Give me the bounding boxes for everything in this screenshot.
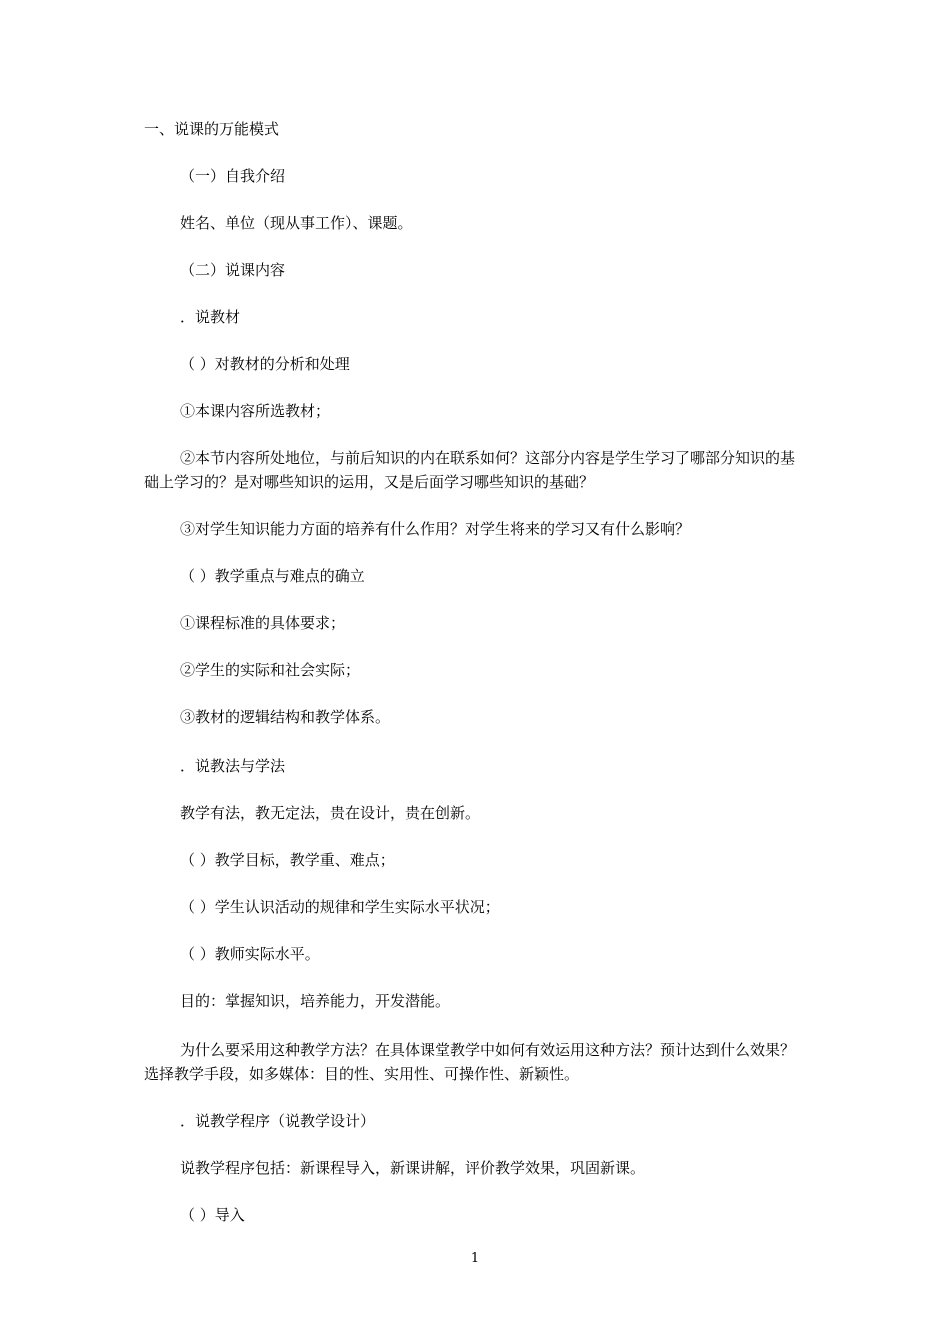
paragraph-goals: （ ）教学目标，教学重、难点； [180,851,395,869]
subitem-key-points: （ ）教学重点与难点的确立 [180,567,365,585]
paragraph-selected-textbook: ①本课内容所选教材； [180,402,331,420]
paragraph-purpose: 目的：掌握知识，培养能力，开发潜能。 [180,992,451,1010]
paragraph-curriculum: ①课程标准的具体要求； [180,614,346,632]
paragraph-procedure-intro: 说教学程序包括：新课程导入，新课讲解，评价教学效果，巩固新课。 [180,1159,646,1177]
item-title-procedure: ．说教学程序（说教学设计） [180,1112,376,1130]
paragraph-why-method: 为什么要采用这种教学方法？在具体课堂教学中如何有效运用这种方法？预计达到什么效果？选择教学手段，如多媒体：目的性、实用性、可操作性、新颖性。 [144,1041,796,1083]
paragraph-student-rules: （ ）学生认识活动的规律和学生实际水平状况； [180,898,500,916]
paragraph-position: ②本节内容所处地位，与前后知识的内在联系如何？这部分内容是学生学习了哪部分知识的基础上学习的？是对哪些知识的运用，又是后面学习哪些知识的基础？ [144,449,796,491]
main-heading: 一、说课的万能模式 [144,120,280,138]
subitem-analysis: （ ）对教材的分析和处理 [180,355,350,373]
section-title-content: （二）说课内容 [180,261,286,279]
paragraph-ability: ③对学生知识能力方面的培养有什么作用？对学生将来的学习又有什么影响？ [180,520,691,538]
item-title-textbook: ．说教材 [180,308,241,326]
page-number: 1 [470,1251,480,1266]
section-body-self-intro: 姓名、单位（现从事工作）、课题。 [180,214,413,232]
item-title-methods: ．说教法与学法 [180,757,286,775]
paragraph-logic: ③教材的逻辑结构和教学体系。 [180,708,391,726]
paragraph-methods-intro: 教学有法，教无定法，贵在设计，贵在创新。 [180,804,481,822]
paragraph-teacher-level: （ ）教师实际水平。 [180,945,320,963]
section-title-self-intro: （一）自我介绍 [180,167,286,185]
paragraph-introduction: （ ）导入 [180,1206,245,1224]
paragraph-reality: ②学生的实际和社会实际； [180,661,361,679]
